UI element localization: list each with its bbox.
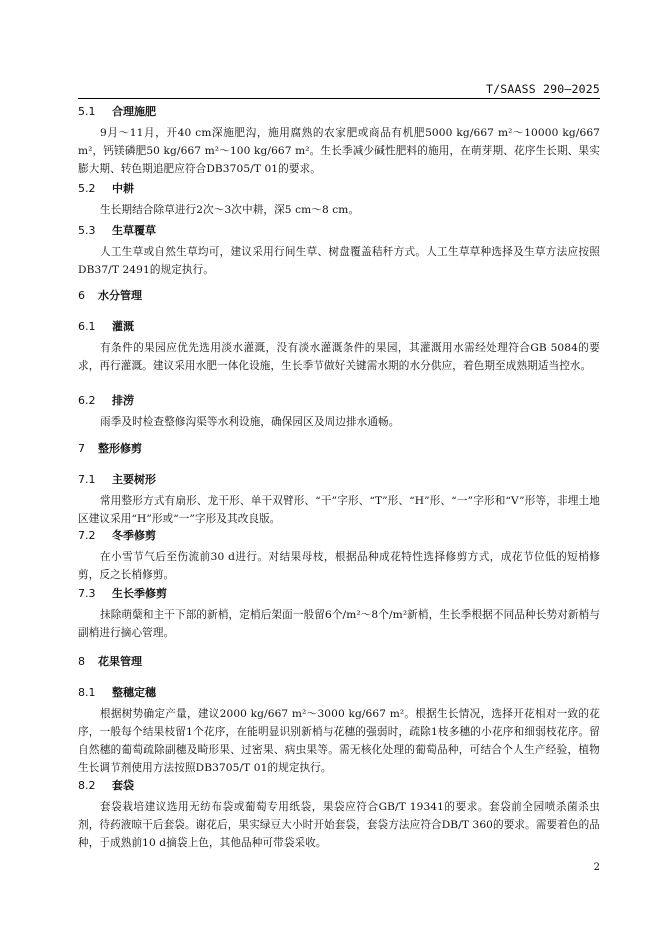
section-title: 中耕	[112, 182, 134, 195]
section-title: 生长季修剪	[112, 587, 167, 600]
section-heading-7-1	[78, 472, 600, 488]
section-number: 8.2	[78, 779, 96, 792]
paragraph-6-2: 雨季及时检查整修沟渠等水利设施，确保园区及周边排水通畅。	[100, 416, 400, 428]
paragraph-5-2: 生长期结合除草进行2次～3次中耕，深5 cm～8 cm。	[100, 204, 360, 216]
section-number: 6.2	[78, 394, 96, 407]
document-code: T/SAASS 290—2025	[486, 82, 600, 96]
chapter-title: 整形修剪	[98, 442, 142, 455]
section-heading-5-2	[78, 181, 600, 197]
chapter-number: 7	[78, 442, 85, 455]
section-heading-7-2	[78, 528, 600, 544]
section-heading-5-3	[78, 223, 600, 239]
paragraph-6-1: 有条件的果园应优先选用淡水灌溉，没有淡水灌溉条件的果园，其灌溉用水需经处理符合GB 5084的要求，再行灌溉。建议采用水肥一体化设施，生长季节做好关键需水期的水分供应，着色期至成熟期适当控水。	[78, 342, 600, 372]
paragraph-8-2: 套袋栽培建议选用无纺布袋或葡萄专用纸袋，果袋应符合GB/T 19341的要求。套袋前全园喷杀菌杀虫剂，待药液晾干后套袋。谢花后，果实绿豆大小时开始套袋，套袋方法应符合DB/T 360的要求。需要着色的品种，于成熟前10 d摘袋上色，其他品种可带袋采收。	[78, 801, 600, 849]
section-number: 5.3	[78, 224, 96, 237]
paragraph-5-1: 9月～11月，开40 cm深施肥沟，施用腐熟的农家肥或商品有机肥5000 kg/667 m²～10000 kg/667 m²，钙镁磷肥50 kg/667 m²～100 kg/667 m²。生长季减少碱性肥料的施用，在萌芽期、花序生长期、果实膨大期、转色期追肥应符合DB3705/T 01的要求。	[78, 127, 600, 175]
paragraph-8-1: 根据树势确定产量，建议2000 kg/667 m²～3000 kg/667 m²。根据生长情况，选择开花相对一致的花序，一般每个结果枝留1个花序，在能明显识别新梢与花穗的强弱时，疏除1枝多穗的小花序和细弱枝花序。留自然穗的葡萄疏除副穗及畸形果、过密果、病虫果等。需无核化处理的葡萄品种，可结合个人生产经验，植物生长调节剂使用方法按照DB3705/T 01的规定执行。	[78, 708, 600, 774]
section-title: 生草覆草	[112, 224, 156, 237]
chapter-title: 水分管理	[98, 289, 142, 302]
section-number: 5.1	[78, 105, 96, 118]
section-number: 7.3	[78, 587, 96, 600]
chapter-heading-7	[78, 441, 600, 457]
paragraph-7-2: 在小雪节气后至伤流前30 d进行。对结果母枝，根据品种成花特性选择修剪方式，成花节位低的短梢修剪，反之长梢修剪。	[78, 551, 600, 581]
section-heading-8-1	[78, 685, 600, 701]
header-rule	[78, 98, 600, 99]
chapter-number: 8	[78, 655, 85, 668]
chapter-title: 花果管理	[98, 655, 142, 668]
section-number: 6.1	[78, 320, 96, 333]
section-title: 主要树形	[112, 473, 156, 486]
paragraph-5-3: 人工生草或自然生草均可，建议采用行间生草、树盘覆盖秸秆方式。人工生草草种选择及生草方法应按照DB37/T 2491的规定执行。	[78, 246, 600, 276]
section-title: 排涝	[112, 394, 134, 407]
section-title: 套袋	[112, 779, 134, 792]
section-heading-6-1	[78, 319, 600, 335]
section-title: 灌溉	[112, 320, 134, 333]
chapter-heading-6	[78, 288, 600, 304]
page-number: 2	[593, 862, 600, 873]
section-heading-8-2	[78, 778, 600, 794]
section-heading-7-3	[78, 586, 600, 602]
section-heading-6-2	[78, 393, 600, 409]
section-number: 5.2	[78, 182, 96, 195]
section-number: 8.1	[78, 686, 96, 699]
section-number: 7.1	[78, 473, 96, 486]
chapter-heading-8	[78, 654, 600, 670]
chapter-number: 6	[78, 289, 85, 302]
section-number: 7.2	[78, 529, 96, 542]
section-heading-5-1	[78, 104, 600, 120]
paragraph-7-1: 常用整形方式有扇形、龙干形、单干双臂形、“干”字形、“T”形、“H”形、“一”字形和“V”形等，非埋土地区建议采用“H”形或“一”字形及其改良版。	[78, 495, 600, 525]
section-title: 合理施肥	[112, 105, 156, 118]
section-title: 冬季修剪	[112, 529, 156, 542]
paragraph-7-3: 抹除萌蘖和主干下部的新梢，定梢后架面一般留6个/m²～8个/m²新梢，生长季根据不同品种长势对新梢与副梢进行摘心管理。	[78, 609, 600, 639]
section-title: 整穗定穗	[112, 686, 156, 699]
